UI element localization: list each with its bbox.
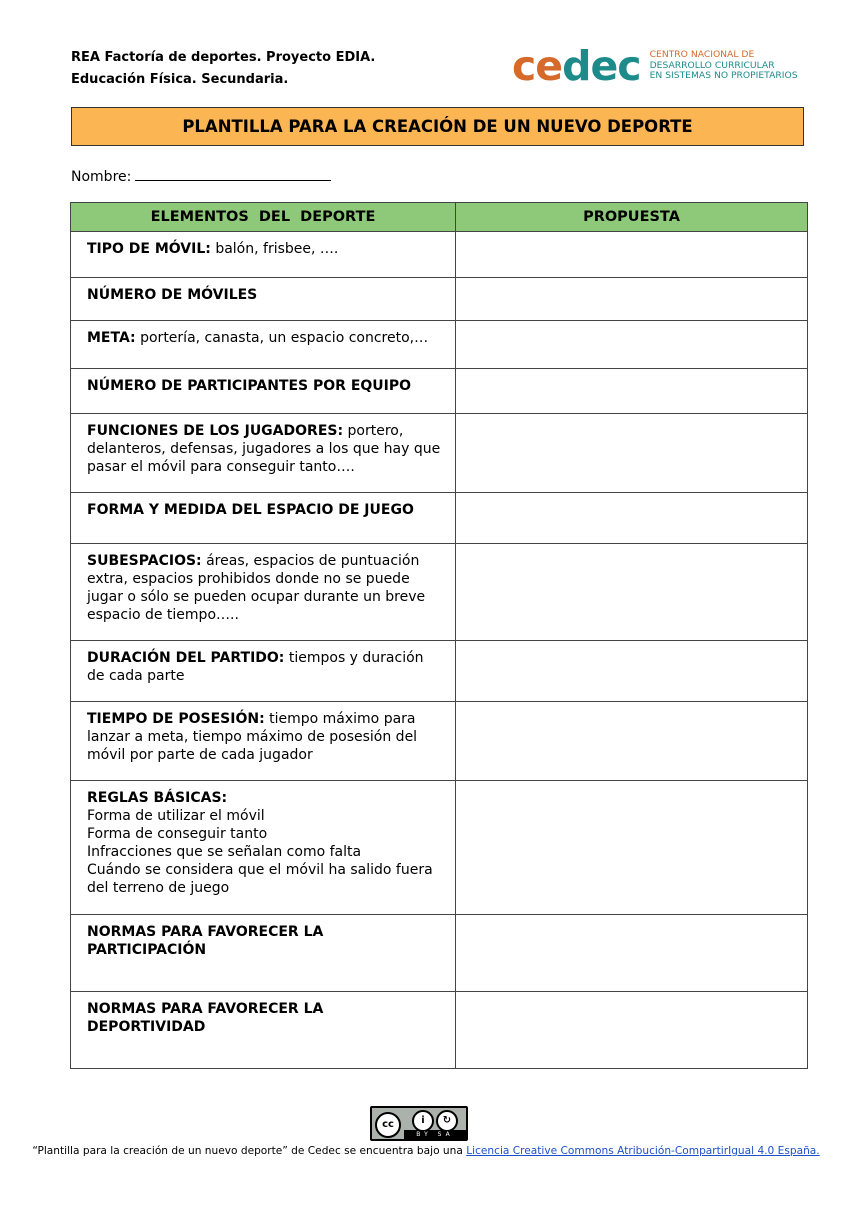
element-keyword: SUBESPACIOS: xyxy=(87,553,202,569)
table-row xyxy=(71,992,808,1069)
element-keyword: NORMAS PARA FAVORECER LA DEPORTIVIDAD xyxy=(87,1001,324,1035)
table-row xyxy=(71,544,808,641)
element-cell xyxy=(71,915,456,992)
element-cell xyxy=(71,544,456,641)
element-cell xyxy=(71,278,456,321)
element-description: balón, frisbee, …. xyxy=(210,241,339,257)
element-description: áreas, espacios de puntuación extra, espacios prohibidos donde no se puede jugar o sólo se pueden ocupar durante un breve espacio de tiempo….. xyxy=(87,553,426,623)
logo-sub-1: CENTRO NACIONAL DE xyxy=(649,49,755,61)
cc-by-sa-badge xyxy=(370,1106,468,1141)
element-keyword: DURACIÓN DEL PARTIDO: xyxy=(87,650,285,666)
element-cell xyxy=(71,369,456,414)
rule-line: Forma de utilizar el móvil xyxy=(87,808,265,824)
element-keyword: TIEMPO DE POSESIÓN: xyxy=(87,711,265,727)
element-description: tiempos y duración de cada parte xyxy=(87,650,424,684)
table-row xyxy=(71,278,808,321)
element-keyword: NÚMERO DE PARTICIPANTES POR EQUIPO xyxy=(87,378,412,394)
rule-line: Infracciones que se señalan como falta xyxy=(87,844,362,860)
element-keyword: TIPO DE MÓVIL: xyxy=(87,241,211,257)
logo-subtitle xyxy=(650,50,798,82)
table-row xyxy=(71,702,808,781)
proposal-cell[interactable] xyxy=(456,915,808,992)
table-body xyxy=(71,232,808,1069)
column-header-elements: ELEMENTOS DEL DEPORTE xyxy=(71,203,456,232)
proposal-cell[interactable] xyxy=(456,781,808,915)
element-cell xyxy=(71,781,456,915)
cc-icon: cc xyxy=(375,1112,401,1138)
page-title: PLANTILLA PARA LA CREACIÓN DE UN NUEVO DEPORTE xyxy=(71,107,804,146)
sport-template-table xyxy=(70,202,808,1069)
license-footer xyxy=(0,1145,852,1157)
table-row xyxy=(71,915,808,992)
cc-badge-left xyxy=(372,1108,404,1139)
logo-word xyxy=(512,41,641,90)
proposal-cell[interactable] xyxy=(456,232,808,278)
logo-word-part1: ce xyxy=(512,41,563,90)
proposal-cell[interactable] xyxy=(456,369,808,414)
logo-sub-3: EN SISTEMAS NO PROPIETARIOS xyxy=(649,70,798,82)
proposal-cell[interactable] xyxy=(456,702,808,781)
element-keyword: NÚMERO DE MÓVILES xyxy=(87,287,258,303)
element-cell xyxy=(71,702,456,781)
element-description: portero, delanteros, defensas, jugadores a los que hay que pasar el móvil para conseguir tanto…. xyxy=(87,423,441,475)
table-row xyxy=(71,781,808,915)
footer-text: “Plantilla para la creación de un nuevo deporte” de Cedec se encuentra bajo una xyxy=(32,1145,467,1157)
table-row xyxy=(71,414,808,493)
element-keyword: FUNCIONES DE LOS JUGADORES: xyxy=(87,423,344,439)
cedec-logo xyxy=(512,41,798,90)
proposal-cell[interactable] xyxy=(456,493,808,544)
rule-line: Cuándo se considera que el móvil ha salido fuera del terreno de juego xyxy=(87,862,433,896)
proposal-cell[interactable] xyxy=(456,641,808,702)
logo-word-part2: dec xyxy=(562,41,641,90)
proposal-cell[interactable] xyxy=(456,992,808,1069)
rule-line: Forma de conseguir tanto xyxy=(87,826,268,842)
share-alike-icon: ↻ xyxy=(436,1110,458,1132)
table-row xyxy=(71,369,808,414)
element-description: portería, canasta, un espacio concreto,… xyxy=(135,330,429,346)
element-cell xyxy=(71,493,456,544)
header-line-1: REA Factoría de deportes. Proyecto EDIA. xyxy=(71,50,376,65)
table-header-row xyxy=(71,203,808,232)
element-cell xyxy=(71,232,456,278)
element-cell xyxy=(71,321,456,369)
element-cell xyxy=(71,414,456,493)
proposal-cell[interactable] xyxy=(456,544,808,641)
element-description: tiempo máximo para lanzar a meta, tiempo máximo de posesión del móvil por parte de cada jugador xyxy=(87,711,418,763)
table-row xyxy=(71,321,808,369)
element-keyword: FORMA Y MEDIDA DEL ESPACIO DE JUEGO xyxy=(87,502,414,518)
proposal-cell[interactable] xyxy=(456,278,808,321)
table-row xyxy=(71,641,808,702)
cc-badge-bar xyxy=(404,1130,466,1139)
proposal-cell[interactable] xyxy=(456,321,808,369)
element-keyword: META: xyxy=(87,330,136,346)
column-header-proposal: PROPUESTA xyxy=(456,203,808,232)
proposal-cell[interactable] xyxy=(456,414,808,493)
name-blank-line[interactable] xyxy=(135,165,331,181)
element-keyword: REGLAS BÁSICAS: xyxy=(87,790,228,806)
element-cell xyxy=(71,992,456,1069)
attribution-icon: i xyxy=(412,1110,434,1132)
table-row xyxy=(71,493,808,544)
license-link[interactable]: Licencia Creative Commons Atribución-CompartirIgual 4.0 España. xyxy=(466,1145,820,1157)
name-label: Nombre: xyxy=(71,169,132,185)
element-keyword: NORMAS PARA FAVORECER LA PARTICIPACIÓN xyxy=(87,924,324,958)
table-row xyxy=(71,232,808,278)
element-cell xyxy=(71,641,456,702)
name-field-row xyxy=(71,165,331,185)
header-line-2: Educación Física. Secundaria. xyxy=(71,72,289,87)
cc-by-label: BY xyxy=(416,1131,432,1138)
cc-sa-label: SA xyxy=(437,1131,454,1138)
logo-sub-2: DESARROLLO CURRICULAR xyxy=(649,59,775,71)
